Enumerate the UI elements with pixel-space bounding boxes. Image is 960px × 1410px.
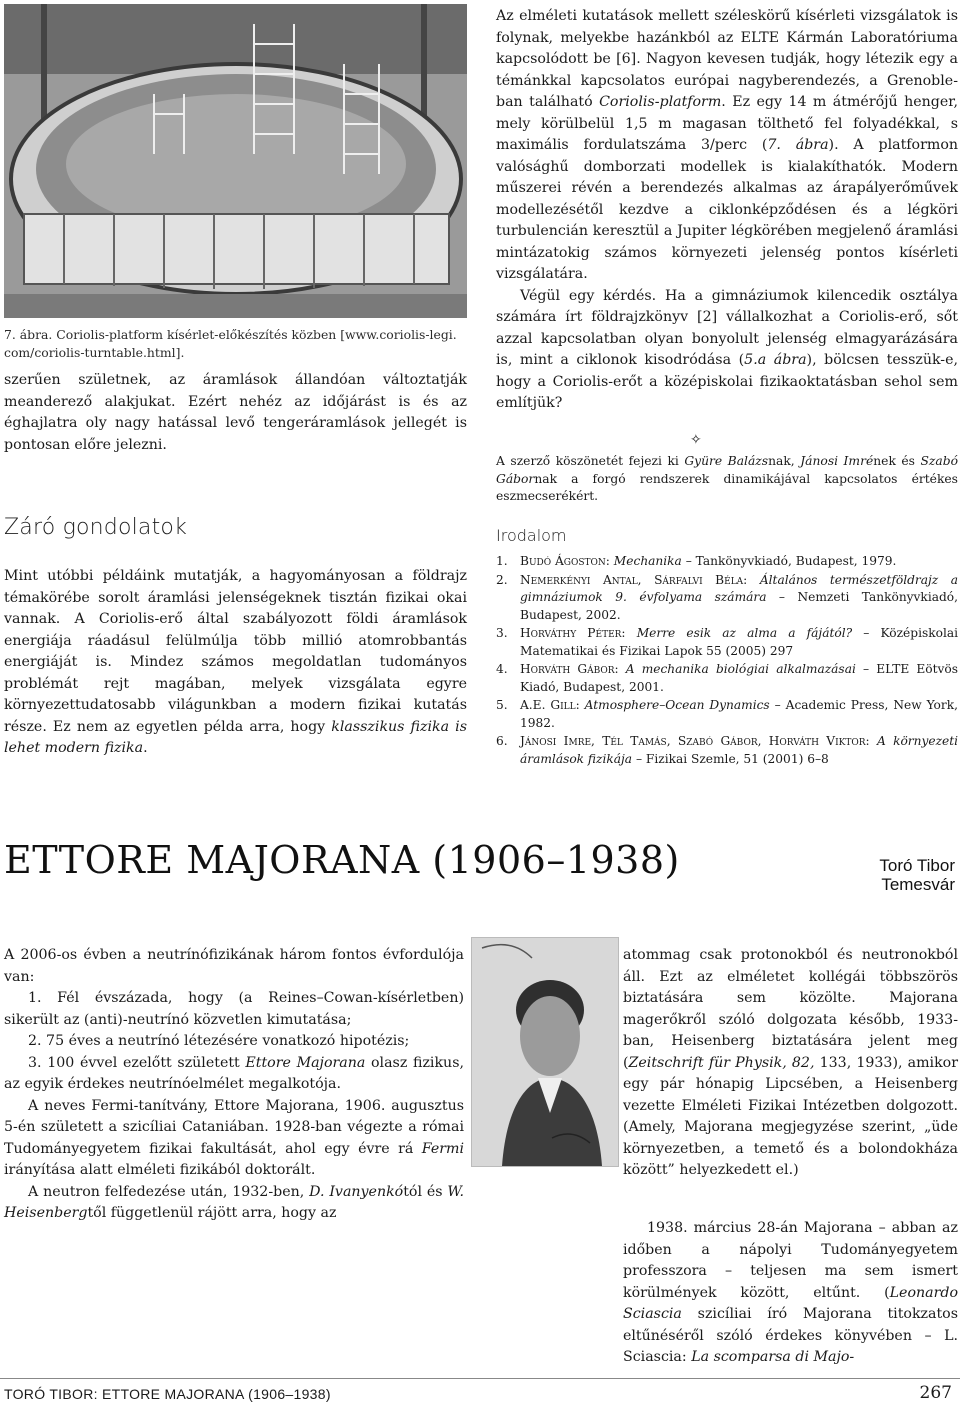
reference-item: 2. Nemerkényi Antal, Sárfalvi Béla: Általános természetföldrajz a gimnáziumok 9. évfolyama számára – Nemzeti Tankönyvkiadó, Budapest, 2002.	[496, 572, 958, 622]
reference-item: 4. Horváth Gábor: A mechanika biológiai alkalmazásai – ELTE Eötvös Kiadó, Budapest, 2001.	[496, 662, 958, 694]
paragraph: A 2006-os évben a neutrínófizikának három fontos évfordulója van:	[4, 947, 464, 985]
paragraph: A neutron felfedezése után, 1932-ben, D. Ivanyenkótól és W. Heisenbergtől függetlenül rájött arra, hogy az	[4, 1183, 464, 1221]
paragraph: Végül egy kérdés. Ha a gimnáziumok kilencedik osztálya számára írt földrajzkönyv [2] vállalkozhat a Coriolis-erő, sőt azzal kapcsolatban olyan bonyolult jelenség elmagyarázására is, mint a ciklonok kisodródása (5.a ábra), bölcsen tesszük-e, hogy a Coriolis-erőt a középiskolai fizikaoktatásban sehol sem említjük?	[496, 287, 959, 411]
separator-diamond-icon: ✧	[690, 432, 702, 448]
paragraph: szerűen születnek, az áramlások állandóan változtatják meanderező alakjukat. Ezért nehéz az időjárást is és az éghajlatra oly nagy hatással levő tengeráramlások jellegét is pontosan előre jelezni.	[4, 372, 467, 453]
section-heading: Záró gondolatok	[4, 515, 188, 540]
reference-item: 5. A.E. Gill: Atmosphere–Ocean Dynamics – Academic Press, New York, 1982.	[496, 698, 958, 730]
paragraph: A neves Fermi-tanítvány, Ettore Majorana, 1906. augusztus 5-én született a szicíliai Cataniában. 1928-ban végezte a római Tudományegyetem fizikai fakultását, ahol egy évre rá Fermi irányítása alatt elméleti fizikából doktorált.	[4, 1097, 464, 1178]
left-column-top	[4, 370, 467, 456]
conclusion-text	[4, 566, 467, 760]
coriolis-platform-illustration	[4, 4, 467, 318]
paragraph: Az elméleti kutatások mellett széleskörű kísérleti vizsgálatok is folynak, melyekbe hazánkból az ELTE Kármán Laboratóriuma kapcsolódott be [6]. Nagyon kevesen tudják, hogy létezik egy a témánkkal kapcsolatos európai nagyberendezés, a Grenoble-ban található Coriolis-platform. Ez egy 14 m átmérőjű henger, mely körülbelül 1,5 m magasan tölthető fel folyadékkal, s maximális fordulatszáma 3/perc (7. ábra). A platformon valósághű domborzati modellek is kialakíthatók. Modern műszerei révén a berendezés alkalmas az árapályerőművek modellezésétől kezdve a ciklonképződésen és a légköri turbulencián keresztül a Jupiter légkörében megjelenő áramlási mintázatokig számos környezeti jelenség pontos kísérleti vizsgálatára.	[496, 8, 958, 282]
page-number: 267	[919, 1383, 952, 1403]
reference-list	[496, 553, 958, 769]
paragraph: Mint utóbbi példáink mutatják, a hagyományosan a földrajz témakörébe sorolt áramlási jelenségeknek tisztán fizikai okai vannak. A Coriolis-erő által szabályozott földi áramlások energiája ráadásul felülmúlja több millió atomrobbantás energiáját is. Mindez számos megoldatlan tudományos problémát rejt magában, melyek vizsgálata egyre környezettudatosabb világunkban a modern fizikai kutatás része. Ez nem az egyetlen példa arra, hogy klasszikus fizika is lehet modern fizika.	[4, 568, 467, 756]
majorana-right-column-lower	[496, 1218, 958, 1369]
figure-caption: 7. ábra. Coriolis-platform kísérlet-előkészítés közben [www.coriolis-legi. com/coriolis-turntable.html].	[4, 327, 457, 360]
running-title: TORÓ TIBOR: ETTORE MAJORANA (1906–1938)	[4, 1386, 331, 1402]
author-name: Toró Tibor	[879, 856, 955, 875]
majorana-left-column	[4, 945, 464, 1225]
reference-item: 3. Horváthy Péter: Merre esik az alma a fájától? – Középiskolai Matematikai és Fizikai Lapok 55 (2005) 297	[496, 626, 959, 658]
portrait-illustration	[472, 938, 618, 1166]
article-title: ETTORE MAJORANA (1906–1938)	[4, 838, 680, 882]
majorana-right-column-upper	[623, 945, 958, 1182]
paragraph: 1938. március 28-án Majorana – abban az időben a nápolyi Tudományegyetem professzora – teljesen ma sem ismert körülmények között, eltűnt. (Leonardo Sciascia szicíliai író Majorana titokzatos eltűnéséről szóló érdekes könyvében – L. Sciascia: La scomparsa di Majo-	[623, 1220, 958, 1365]
author-city: Temesvár	[881, 875, 955, 894]
references-heading: Irodalom	[496, 526, 567, 545]
paragraph: atommag csak protonokból és neutronokból áll. Ezt az elméletet kollégái többszörös biztatására sem közölte. Majorana magerőkről szóló dolgozata később, 1933-ban, Heisenberg biztatására jelent meg (Zeitschrift für Physik, 82, 133, 1933), amikor egy pár hónapig Lipcsében, a Heisenberg vezette Elméleti Fizikai Intézetben dolgozott. (Amely, Majorana megjegyzése szerint, „üde környezetben, a temető és a bolondokháza között” helyezkedett el.)	[623, 947, 959, 1178]
list-item: 1. Fél évszázada, hogy (a Reines–Cowan-kísérletben) sikerült az (anti)-neutrínó közvetlen kimutatása;	[4, 990, 464, 1028]
list-item: 3. 100 évvel ezelőtt született Ettore Majorana olasz fizikus, az egyik érdekes neutrínóelmélet megalkotója.	[4, 1054, 464, 1092]
footer-rule	[0, 1378, 960, 1379]
right-column-top	[496, 6, 958, 415]
acknowledgement: A szerző köszönetét fejezi ki Gyüre Balázsnak, Jánosi Imrének és Szabó Gábornak a forgó rendszerek dinamikájával kapcsolatos értékes eszmecserékért.	[496, 454, 959, 503]
coriolis-platform-photo	[4, 4, 467, 318]
reference-item: 6. Jánosi Imre, Tél Tamás, Szabó Gábor, Horváth Viktor: A környezeti áramlások fizikája – Fizikai Szemle, 51 (2001) 6–8	[496, 734, 958, 766]
article-author	[879, 856, 955, 894]
majorana-portrait-photo	[471, 937, 619, 1167]
list-item: 2. 75 éves a neutrínó létezésére vonatkozó hipotézis;	[28, 1033, 410, 1049]
reference-item: 1. Budó Ágoston: Mechanika – Tankönyvkiadó, Budapest, 1979.	[496, 554, 897, 568]
